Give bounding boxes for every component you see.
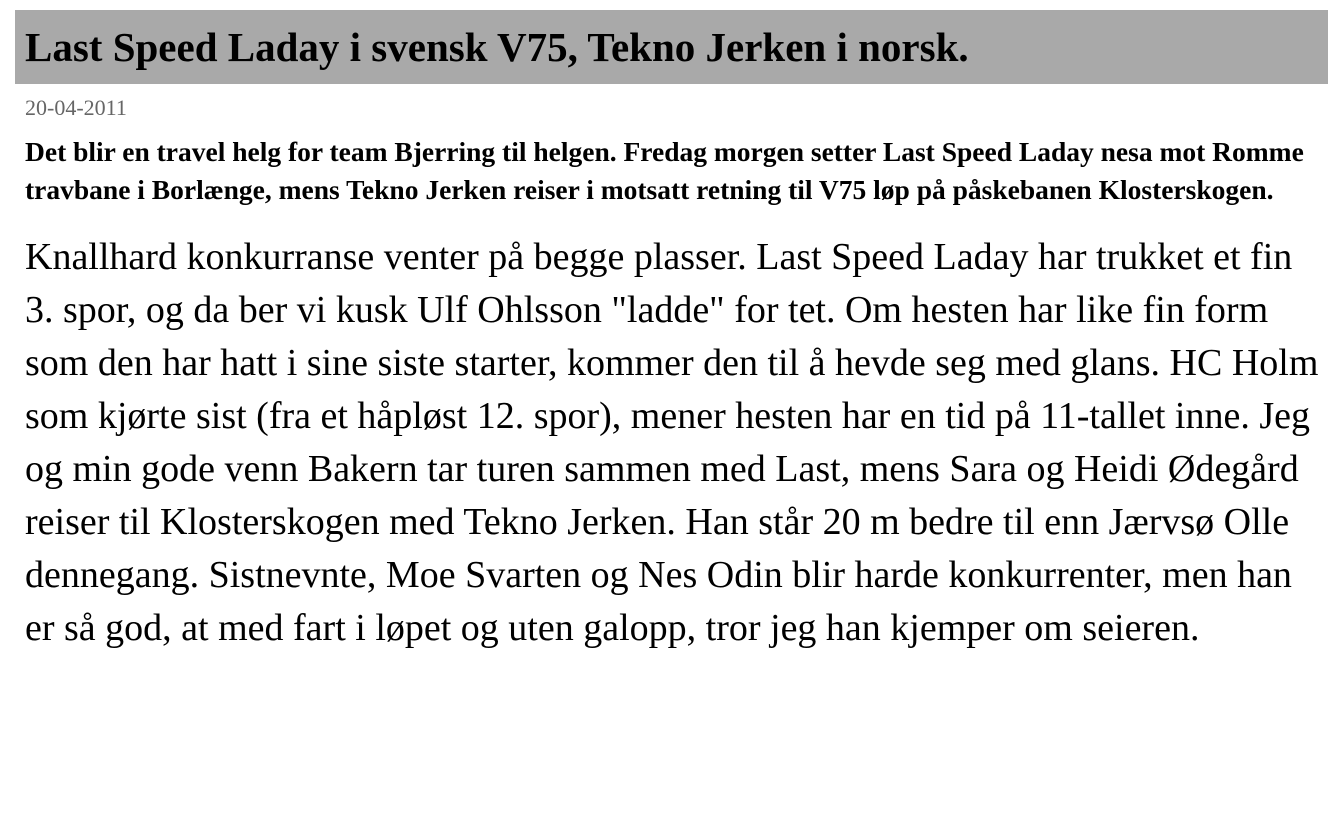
news-article <box>15 10 1328 655</box>
title-bar <box>15 10 1328 84</box>
article-title: Last Speed Laday i svensk V75, Tekno Jerken i norsk. <box>25 23 969 70</box>
article-body: Knallhard konkurranse venter på begge plasser. Last Speed Laday har trukket et fin 3. spor, og da ber vi kusk Ulf Ohlsson "ladde" for tet. Om hesten har like fin form som den har hatt i sine siste starter, kommer den til å hevde seg med glans. HC Holm som kjørte sist (fra et håpløst 12. spor), mener hesten har en tid på 11-tallet inne. Jeg og min gode venn Bakern tar turen sammen med Last, mens Sara og Heidi Ødegård reiser til Klosterskogen med Tekno Jerken. Han står 20 m bedre til enn Jærvsø Olle dennegang. Sistnevnte, Moe Svarten og Nes Odin blir harde konkurrenter, men han er så god, at med fart i løpet og uten galopp, tror jeg han kjemper om seieren. <box>25 236 1319 650</box>
article-date: 20-04-2011 <box>25 95 127 120</box>
article-lead: Det blir en travel helg for team Bjerring til helgen. Fredag morgen setter Last Speed Laday nesa mot Romme travbane i Borlænge, mens Tekno Jerken reiser i motsatt retning til V75 løp på påskebanen Klosterskogen. <box>25 136 1304 206</box>
